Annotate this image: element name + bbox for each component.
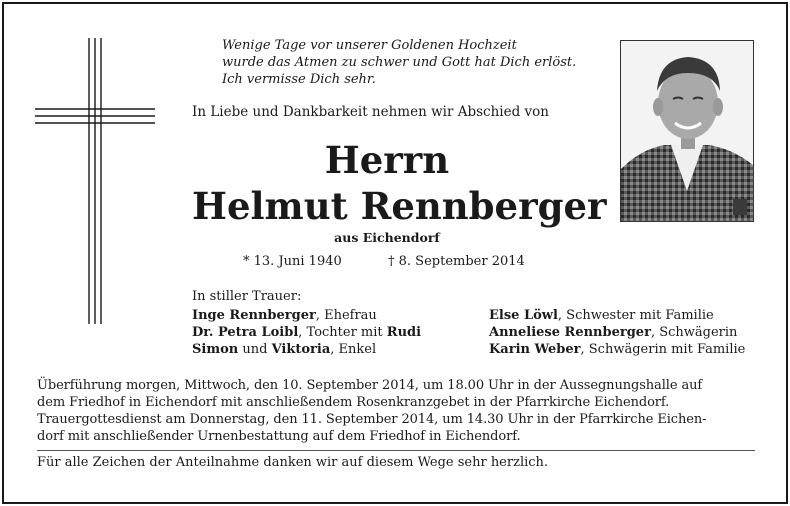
mourner-entry [489, 307, 745, 324]
mourner-relation: , Schwägerin [650, 325, 738, 340]
poem-line: Ich vermisse Dich sehr. [222, 72, 376, 87]
mourner-entry [192, 341, 421, 358]
mourner-relation: , Enkel [330, 342, 377, 357]
mourner-name: Else Löwl [489, 308, 558, 323]
poem [222, 37, 612, 88]
death-date: † 8. September 2014 [388, 254, 525, 269]
thanks-text: Für alle Zeichen der Anteilnahme danken wir auf diesem Wege sehr herzlich. [37, 455, 549, 470]
intro-text: In Liebe und Dankbarkeit nehmen wir Abschied von [192, 104, 549, 120]
mourner-entry [192, 324, 421, 341]
mourner-connector: und [238, 342, 272, 357]
mourner-entry [489, 324, 745, 341]
mourners-right [489, 307, 745, 358]
mourners-left [192, 307, 421, 358]
mourner-name: Dr. Petra Loibl [192, 325, 299, 340]
mourner-relation: , Schwägerin mit Familie [580, 342, 746, 357]
mourner-relation: , Ehefrau [315, 308, 377, 323]
poem-line: Wenige Tage vor unserer Goldenen Hochzeit [222, 38, 517, 53]
mourner-name: Viktoria [271, 342, 331, 357]
divider [37, 450, 755, 451]
cross-icon [35, 38, 155, 324]
mourner-relation: , Tochter mit [298, 325, 387, 340]
mourner-name: Inge Rennberger [192, 308, 316, 323]
poem-line: wurde das Atmen zu schwer und Gott hat Dich erlöst. [222, 55, 577, 70]
notice-line: Überführung morgen, Mittwoch, den 10. September 2014, um 18.00 Uhr in der Aussegnungshalle auf [37, 378, 703, 393]
notice-line: dem Friedhof in Eichendorf mit anschließendem Rosenkranzgebet in der Pfarrkirche Eichendorf. [37, 395, 670, 410]
funeral-notice [37, 377, 755, 445]
deceased-name: Helmut Rennberger [192, 184, 607, 228]
mourners-label: In stiller Trauer: [192, 289, 302, 304]
notice-line: Trauergottesdienst am Donnerstag, den 11. September 2014, um 14.30 Uhr in der Pfarrkirche Eichen- [37, 412, 707, 427]
portrait-photo-icon [621, 41, 753, 221]
mourner-name: Simon [192, 342, 239, 357]
mourner-name: Karin Weber [489, 342, 581, 357]
portrait-photo [620, 40, 754, 222]
mourner-entry [192, 307, 421, 324]
mourner-entry [489, 341, 745, 358]
mourner-relation: , Schwester mit Familie [557, 308, 714, 323]
notice-line: dorf mit anschließender Urnenbestattung auf dem Friedhof in Eichendorf. [37, 429, 521, 444]
mourner-name: Anneliese Rennberger [489, 325, 651, 340]
mourner-name: Rudi [386, 325, 422, 340]
salutation: Herrn [324, 138, 450, 182]
origin: aus Eichendorf [334, 230, 440, 245]
birth-date: * 13. Juni 1940 [243, 254, 342, 269]
